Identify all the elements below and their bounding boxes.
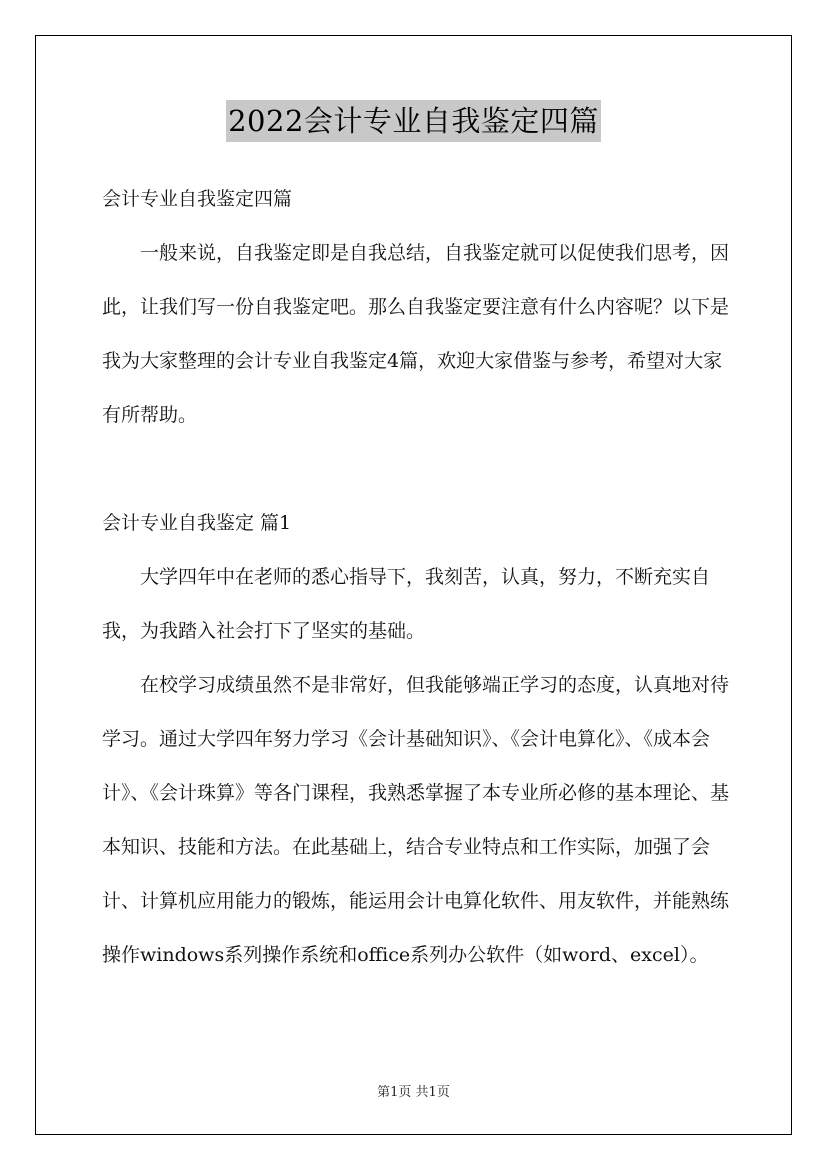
body-paragraph-1: 大学四年中在老师的悉心指导下，我刻苦，认真，努力，不断充实自我，为我踏入社会打下了坚实的基础。 (102, 566, 711, 642)
section-heading: 会计专业自我鉴定 篇1 (102, 512, 292, 534)
page-number: 第1页 共1页 (377, 1085, 450, 1100)
document-body (102, 172, 730, 982)
page-footer (0, 1081, 827, 1100)
document-title: 2022会计专业自我鉴定四篇 (226, 100, 601, 142)
section-spacer (102, 442, 730, 496)
body-paragraph-2: 在校学习成绩虽然不是非常好，但我能够端正学习的态度，认真地对待学习。通过大学四年努力学习《会计基础知识》、《会计电算化》、《成本会计》、《会计珠算》等各门课程，我熟悉掌握了本专业所必修的基本理论、基本知识、技能和方法。在此基础上，结合专业特点和工作实际，加强了会计、计算机应用能力的锻炼，能运用会计电算化软件、用友软件，并能熟练操作windows系列操作系统和office系列办公软件（如word、excel）。 (102, 674, 730, 966)
document-subtitle: 会计专业自我鉴定四篇 (102, 188, 293, 210)
title-container (0, 100, 827, 142)
intro-paragraph: 一般来说，自我鉴定即是自我总结，自我鉴定就可以促使我们思考，因此，让我们写一份自我鉴定吧。那么自我鉴定要注意有什么内容呢？以下是我为大家整理的会计专业自我鉴定4篇，欢迎大家借鉴与参考，希望对大家有所帮助。 (102, 242, 730, 426)
